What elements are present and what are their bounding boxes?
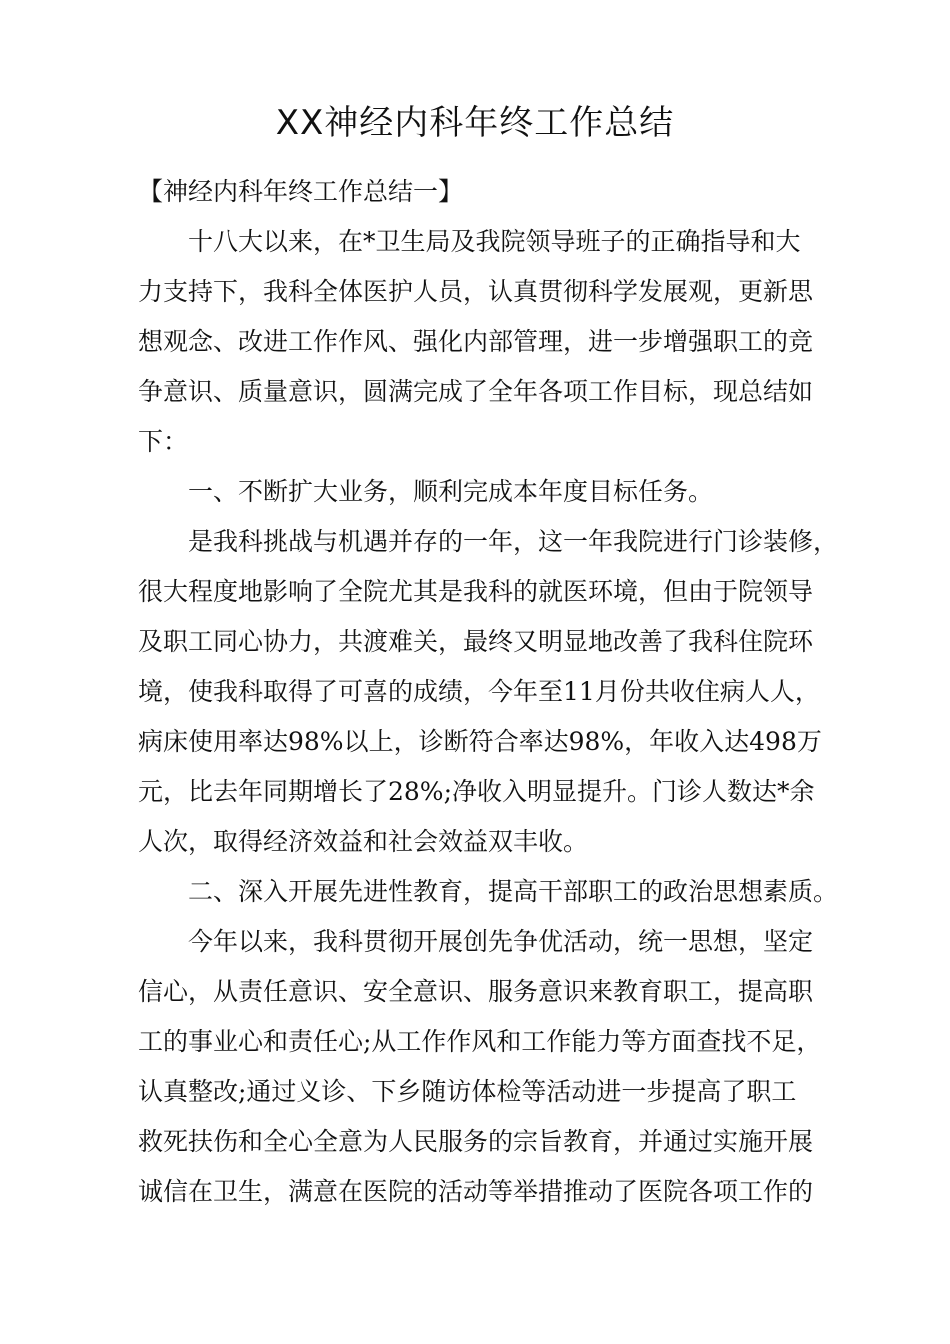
paragraph-line: 信心，从责任意识、安全意识、服务意识来教育职工，提高职 [138,977,814,1006]
paragraph-line: 境，使我科取得了可喜的成绩，今年至11月份共收住病人人， [138,677,820,706]
paragraph-line: 认真整改;通过义诊、下乡随访体检等活动进一步提高了职工 [138,1077,797,1106]
section-heading-two: 二、深入开展先进性教育，提高干部职工的政治思想素质。 [188,877,839,906]
paragraph-line: 今年以来，我科贯彻开展创先争优活动，统一思想，坚定 [188,927,814,956]
paragraph-line: 及职工同心协力，共渡难关，最终又明显地改善了我科住院环 [138,627,814,656]
paragraph-line: 下： [138,427,189,456]
paragraph-line: 想观念、改进工作作风、强化内部管理，进一步增强职工的竞 [138,327,814,356]
section-heading: 【神经内科年终工作总结一】 [138,177,464,206]
paragraph-line: 工的事业心和责任心;从工作作风和工作能力等方面查找不足， [138,1027,822,1056]
paragraph-line: 是我科挑战与机遇并存的一年，这一年我院进行门诊装修， [188,527,839,556]
paragraph-line: 病床使用率达98%以上，诊断符合率达98%，年收入达498万 [138,727,822,756]
paragraph-line: 力支持下，我科全体医护人员，认真贯彻科学发展观，更新思 [138,277,814,306]
paragraph-line: 很大程度地影响了全院尤其是我科的就医环境，但由于院领导 [138,577,814,606]
paragraph-line: 救死扶伤和全心全意为人民服务的宗旨教育，并通过实施开展 [138,1127,814,1156]
section-heading-one: 一、不断扩大业务，顺利完成本年度目标任务。 [188,477,714,506]
paragraph-line: 十八大以来，在*卫生局及我院领导班子的正确指导和大 [188,227,801,256]
document-title: XX神经内科年终工作总结 [275,103,675,143]
paragraph-line: 人次，取得经济效益和社会效益双丰收。 [138,827,589,856]
paragraph-line: 争意识、质量意识，圆满完成了全年各项工作目标，现总结如 [138,377,814,406]
paragraph-line: 元，比去年同期增长了28%;净收入明显提升。门诊人数达*余 [138,777,815,806]
paragraph-line: 诚信在卫生，满意在医院的活动等举措推动了医院各项工作的 [138,1177,814,1206]
